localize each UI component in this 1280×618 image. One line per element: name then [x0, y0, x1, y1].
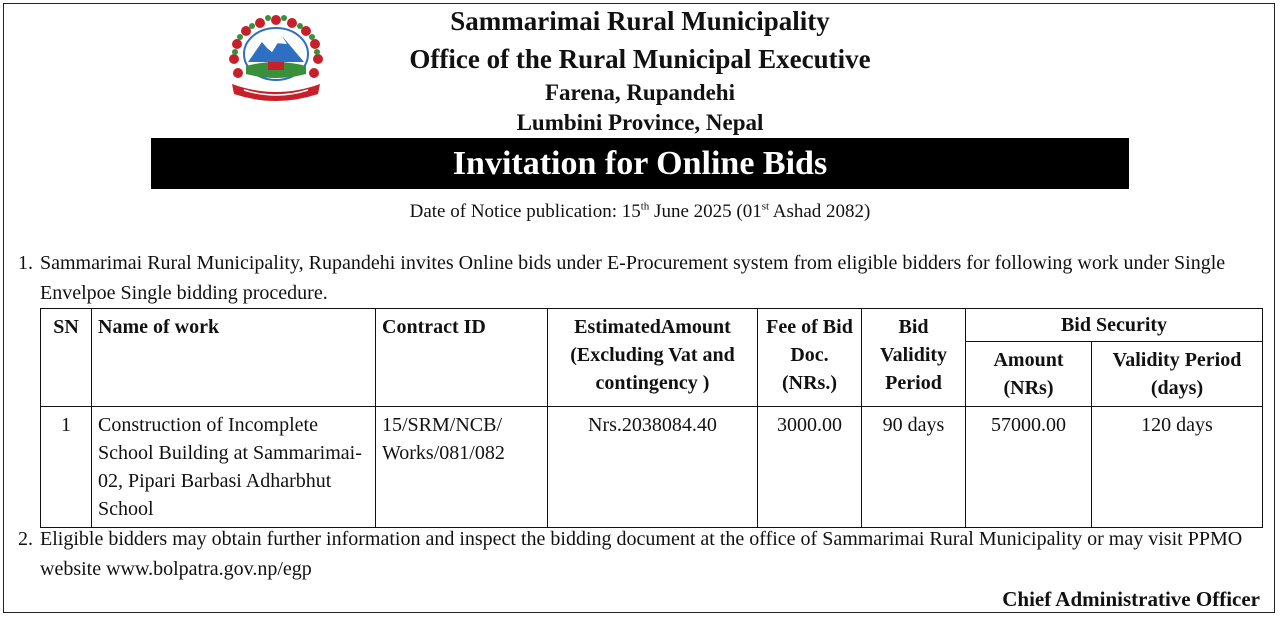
paragraph-1	[18, 248, 1268, 308]
paragraph-text: Sammarimai Rural Municipality, Rupandehi invites Online bids under E-Procurement system from eligible bidders for following work under Single Envelpoe Single bidding procedure.	[40, 252, 1226, 304]
cell-security-validity: 120 days	[1092, 407, 1263, 528]
office-name: Office of the Rural Municipal Executive	[409, 44, 871, 74]
col-header-security-validity: Validity Period (days)	[1092, 342, 1263, 407]
bids-table	[40, 308, 1263, 528]
cell-sn: 1	[41, 407, 92, 528]
office-address: Farena, Rupandehi	[544, 80, 735, 105]
col-header-bid-security: Bid Security	[966, 309, 1263, 342]
municipality-name: Sammarimai Rural Municipality	[450, 6, 830, 36]
cell-work-name: Construction of Incomplete School Building at Sammarimai-02, Pipari Barbasi Adharbhut School	[92, 407, 376, 528]
col-header-bid-validity: Bid Validity Period	[862, 309, 966, 407]
cell-estimated-amount: Nrs.2038084.40	[548, 407, 758, 528]
paragraph-number: 2.	[18, 528, 33, 550]
cell-bid-validity: 90 days	[862, 407, 966, 528]
cell-security-amount: 57000.00	[966, 407, 1092, 528]
table-row	[41, 407, 1263, 528]
cell-fee: 3000.00	[758, 407, 862, 528]
col-header-name: Name of work	[92, 309, 376, 407]
col-header-fee: Fee of Bid Doc. (NRs.)	[758, 309, 862, 407]
notice-date: Date of Notice publication: 15th June 2025 (01st Ashad 2082)	[409, 200, 871, 222]
col-header-security-amount: Amount (NRs)	[966, 342, 1092, 407]
signatory: Chief Administrative Officer	[1002, 587, 1260, 611]
col-header-contract-id: Contract ID	[376, 309, 548, 407]
paragraph-2	[18, 524, 1268, 584]
col-header-sn: SN	[41, 309, 92, 407]
office-province: Lumbini Province, Nepal	[516, 110, 764, 135]
paragraph-number: 1.	[18, 252, 33, 274]
col-header-estimated-amount: EstimatedAmount (Excluding Vat and contingency )	[548, 309, 758, 407]
paragraph-text: Eligible bidders may obtain further information and inspect the bidding document at the office of Sammarimai Rural Municipality or may visit PPMO website www.bolpatra.gov.np/egp	[40, 528, 1243, 580]
notice-title: Invitation for Online Bids	[151, 138, 1129, 189]
cell-contract-id: 15/SRM/NCB/ Works/081/082	[376, 407, 548, 528]
